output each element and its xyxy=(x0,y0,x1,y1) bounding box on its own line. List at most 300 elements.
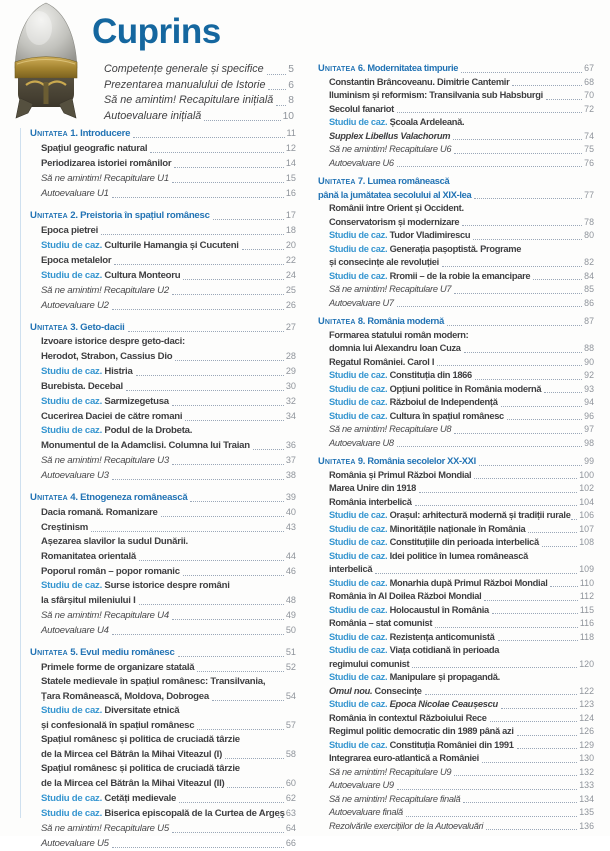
dotted-leader xyxy=(197,671,284,672)
dotted-leader xyxy=(490,721,578,722)
text-segment: Podul de la Drobeta. xyxy=(104,425,193,436)
entry-text xyxy=(41,733,240,747)
dotted-leader xyxy=(474,478,577,479)
case-study-prefix: Studiu de caz. xyxy=(41,793,105,804)
case-study-prefix: Studiu de caz. xyxy=(329,243,390,254)
dotted-leader xyxy=(435,627,578,628)
text-segment: Romanitatea orientală xyxy=(41,551,136,562)
text-segment: Marea Unire din 1918 xyxy=(329,483,417,493)
dotted-leader xyxy=(227,787,283,788)
text-segment: 7. Lumea românească xyxy=(355,176,450,186)
page-number: 52 xyxy=(285,662,296,672)
toc-entry xyxy=(318,496,594,510)
page-number: 132 xyxy=(579,766,594,777)
dotted-leader xyxy=(507,419,582,420)
dotted-leader xyxy=(517,735,578,736)
toc-unit-heading xyxy=(318,62,594,76)
page-number: 87 xyxy=(584,316,594,326)
entry-text xyxy=(41,719,194,733)
unit-label: Unitatea xyxy=(30,128,68,139)
dotted-leader xyxy=(128,331,284,332)
text-segment: Autoevaluare inițială xyxy=(104,109,202,122)
toc-entry xyxy=(30,660,296,675)
entry-text xyxy=(329,89,543,103)
entry-text xyxy=(41,299,109,313)
text-segment: Școala Ardeleană. xyxy=(389,117,465,127)
entry-text xyxy=(104,93,273,109)
text-segment: Periodizarea istoriei românilor xyxy=(41,158,172,169)
entry-text xyxy=(329,76,509,90)
toc-entry xyxy=(318,329,594,356)
toc-entry xyxy=(318,631,594,645)
page-number: 84 xyxy=(584,270,594,281)
text-segment: Cucerirea Daciei de către romani xyxy=(41,411,183,422)
page-number: 57 xyxy=(285,720,296,730)
entry-text xyxy=(41,187,109,201)
text-segment: Autoevaluare U2 xyxy=(41,300,109,311)
unit-label: Unitatea xyxy=(318,176,356,186)
case-study-prefix: Studiu de caz. xyxy=(41,705,105,716)
entry-text xyxy=(41,506,158,520)
entry-text xyxy=(329,577,547,591)
toc-entry xyxy=(30,579,296,608)
toc-entry xyxy=(318,779,594,793)
page-number: 20 xyxy=(285,240,296,250)
toc-column-right xyxy=(318,62,594,833)
page-number: 86 xyxy=(584,297,594,308)
toc-entry xyxy=(30,298,296,313)
case-study-prefix: Studiu de caz. xyxy=(329,370,390,380)
entry-text xyxy=(329,143,451,157)
dotted-leader xyxy=(454,775,577,776)
toc-entry xyxy=(318,820,594,834)
toc-entry xyxy=(318,157,594,171)
entry-text xyxy=(41,350,172,364)
entry-text xyxy=(329,157,394,171)
entry-text xyxy=(41,704,179,718)
page-number: 100 xyxy=(579,469,594,480)
entry-text xyxy=(329,437,394,451)
toc-entry xyxy=(318,577,594,591)
toc-entry xyxy=(30,335,296,364)
entry-text xyxy=(329,644,499,658)
entry-text xyxy=(104,62,264,78)
page-number: 12 xyxy=(285,143,296,153)
page-number: 104 xyxy=(579,496,594,507)
page-number: 32 xyxy=(285,396,296,406)
text-segment: Monumentul de la Adamclisi. Columna lui Traian xyxy=(41,440,250,451)
entry-text xyxy=(329,369,472,383)
entry-text xyxy=(41,521,88,535)
dotted-leader xyxy=(139,604,284,605)
entry-text xyxy=(41,594,136,608)
dotted-leader xyxy=(172,619,284,620)
page-number: 5 xyxy=(288,64,294,75)
entry-text xyxy=(318,175,449,189)
page-number: 97 xyxy=(584,424,594,434)
dotted-leader xyxy=(447,325,582,326)
text-segment: Conservatorism și modernizare xyxy=(329,216,460,227)
dotted-leader xyxy=(150,152,284,153)
page-number: 106 xyxy=(579,510,594,520)
page-number: 18 xyxy=(285,225,296,235)
italic-segment: Supplex Libellus Valachorum xyxy=(329,130,451,141)
text-segment: România în Al Doilea Război Mondial xyxy=(329,591,482,601)
case-study-prefix: Studiu de caz. xyxy=(329,631,390,642)
toc-entry xyxy=(318,423,594,437)
text-segment: Autoevaluare U5 xyxy=(41,838,109,849)
case-study-prefix: Studiu de caz. xyxy=(329,523,390,534)
page-number: 76 xyxy=(584,157,594,168)
text-segment: Spațiul geografic natural xyxy=(41,143,148,154)
entry-text xyxy=(329,779,394,793)
entry-text xyxy=(41,550,136,564)
entry-text xyxy=(329,243,521,257)
case-study-prefix: Studiu de caz. xyxy=(41,808,105,819)
toc-entry xyxy=(30,238,296,253)
dotted-leader xyxy=(213,219,284,220)
case-study-prefix: Studiu de caz. xyxy=(329,739,390,750)
page-number: 10 xyxy=(282,110,294,122)
entry-text xyxy=(329,423,451,437)
text-segment: 1. Introducere xyxy=(67,128,131,139)
entry-text xyxy=(41,675,265,689)
text-segment: 9. România secolelor XX-XXI xyxy=(355,456,476,466)
case-study-prefix: Studiu de caz. xyxy=(329,550,390,561)
page-number: 16 xyxy=(285,188,296,198)
entry-text xyxy=(41,284,169,298)
text-segment: Constantin Brâncoveanu. Dimitrie Cantemir xyxy=(329,76,510,87)
dotted-leader xyxy=(498,640,578,641)
page-number: 118 xyxy=(579,631,594,642)
page-number: 44 xyxy=(285,551,296,561)
unit-label: Unitatea xyxy=(30,322,68,333)
dotted-leader xyxy=(415,505,578,506)
text-segment: Să ne amintim! Recapitulare U7 xyxy=(329,284,452,294)
page-number: 40 xyxy=(285,507,296,517)
toc-entry xyxy=(30,791,296,806)
entry-text xyxy=(41,172,169,186)
toc-entry xyxy=(318,116,594,143)
toc-entry xyxy=(318,698,594,712)
page-number: 15 xyxy=(285,173,296,183)
page-edge-line xyxy=(20,128,21,818)
text-segment: Cultura în spațiul românesc xyxy=(389,410,504,421)
toc-entry xyxy=(318,437,594,451)
dotted-leader xyxy=(550,586,577,587)
italic-segment: Omul nou. xyxy=(329,685,373,696)
entry-text xyxy=(30,321,125,335)
dotted-leader xyxy=(528,532,577,533)
entry-text xyxy=(41,837,109,851)
text-segment: Secolul fanariot xyxy=(329,103,394,114)
dotted-leader xyxy=(454,153,582,154)
text-segment: Izvoare istorice despre geto-daci: xyxy=(41,336,185,347)
entry-text xyxy=(329,297,394,311)
dotted-leader xyxy=(112,634,284,635)
dotted-leader xyxy=(542,546,577,547)
page-number: 90 xyxy=(584,356,594,367)
entry-text xyxy=(41,424,192,438)
text-segment: Constituția României din 1991 xyxy=(389,739,514,750)
entry-text xyxy=(329,283,451,297)
case-study-prefix: Studiu de caz. xyxy=(41,366,105,377)
dotted-leader xyxy=(517,748,578,749)
entry-text xyxy=(329,229,470,243)
toc-entry xyxy=(30,171,296,186)
toc-entry xyxy=(318,270,594,284)
entry-text xyxy=(41,748,222,762)
text-segment: de la Mircea cel Bătrân la Mihai Viteazul (II) xyxy=(41,778,225,789)
text-segment: Diversitate etnică xyxy=(104,705,180,716)
entry-text xyxy=(329,216,459,230)
entry-text xyxy=(41,269,180,283)
page-number: 39 xyxy=(285,492,296,502)
text-segment: Epoca metalelor xyxy=(41,255,112,266)
unit-label: Unitatea xyxy=(30,647,68,658)
text-segment: 5. Evul mediu românesc xyxy=(67,647,175,658)
text-segment: Epoca pietrei xyxy=(41,225,98,236)
toc-entry xyxy=(318,617,594,631)
text-segment: Să ne amintim! Recapitulare U4 xyxy=(41,610,169,621)
toc-entry xyxy=(30,186,296,201)
dotted-leader xyxy=(133,137,284,138)
text-segment: Dacia romană. Romanizare xyxy=(41,507,158,518)
case-study-prefix: Studiu de caz. xyxy=(329,645,390,655)
dotted-leader xyxy=(425,694,578,695)
page-number: 27 xyxy=(285,322,296,332)
page-number: 24 xyxy=(285,270,296,280)
toc-entry xyxy=(30,394,296,409)
text-segment: Românii între Orient și Occident. xyxy=(329,203,464,213)
dotted-leader xyxy=(183,279,283,280)
dotted-leader xyxy=(179,802,284,803)
text-segment: domnia lui Alexandru Ioan Cuza xyxy=(329,343,461,353)
toc-entry xyxy=(318,712,594,726)
text-segment: Idei politice în lumea românească xyxy=(389,550,528,561)
toc-unit-heading xyxy=(30,490,296,505)
text-segment: Viața cotidiană în perioada xyxy=(389,645,500,655)
text-segment: Formarea statului român modern: xyxy=(329,329,469,340)
page-number: 46 xyxy=(285,566,296,576)
toc-entry xyxy=(30,623,296,638)
case-study-prefix: Studiu de caz. xyxy=(41,240,105,251)
entry-text xyxy=(329,793,460,807)
entry-text xyxy=(329,658,409,672)
page-number: 49 xyxy=(285,610,296,620)
dotted-leader xyxy=(475,379,582,380)
dotted-leader xyxy=(136,375,284,376)
page-number: 92 xyxy=(584,370,594,380)
unit-label: Unitatea xyxy=(318,456,356,466)
unit-label: Unitatea xyxy=(318,63,356,73)
dotted-leader xyxy=(172,405,284,406)
toc-entry xyxy=(30,762,296,791)
toc-entry xyxy=(318,383,594,397)
text-segment: Regimul politic democratic din 1989 până azi xyxy=(329,726,514,736)
dotted-leader xyxy=(571,519,577,520)
entry-text xyxy=(329,130,450,144)
toc-entry xyxy=(318,644,594,671)
page-number: 77 xyxy=(584,189,594,200)
page-number: 54 xyxy=(285,691,296,701)
entry-text xyxy=(329,698,498,712)
text-segment: Războiul de Independență xyxy=(389,397,498,407)
text-segment: Să ne amintim! Recapitulare U2 xyxy=(41,285,169,296)
text-segment: Autoevaluare U7 xyxy=(329,297,394,308)
text-segment: 6. Modernitatea timpurie xyxy=(355,63,459,73)
dotted-leader xyxy=(139,560,284,561)
dotted-leader xyxy=(473,239,582,240)
toc-entry xyxy=(318,297,594,311)
dotted-leader xyxy=(183,575,284,576)
toc-entry xyxy=(30,453,296,468)
page-number: 30 xyxy=(285,381,296,391)
entry-text xyxy=(329,604,489,618)
text-segment: Monarhia după Primul Război Mondial xyxy=(389,577,548,588)
entry-text xyxy=(329,590,481,604)
page-number: 136 xyxy=(579,820,594,831)
toc-entry xyxy=(30,468,296,483)
text-segment: 2. Preistoria în spațiul românesc xyxy=(67,210,210,221)
entry-text xyxy=(329,550,528,564)
entry-text xyxy=(329,523,525,537)
dotted-leader xyxy=(91,531,284,532)
text-segment: Iluminism și reformism: Transilvania sub Habsburgi xyxy=(329,90,543,100)
toc-entry xyxy=(318,550,594,577)
dotted-leader xyxy=(406,816,577,817)
text-segment: Consecințe xyxy=(372,685,422,696)
page-number: 17 xyxy=(285,210,296,220)
entry-text xyxy=(41,142,147,156)
case-study-prefix: Studiu de caz. xyxy=(329,230,390,240)
dotted-leader xyxy=(484,600,578,601)
toc-entry xyxy=(318,671,594,698)
entry-text xyxy=(329,725,514,739)
dotted-leader xyxy=(197,729,284,730)
dotted-leader xyxy=(486,829,577,830)
dotted-leader xyxy=(419,492,577,493)
toc-entry xyxy=(30,675,296,704)
text-segment: Creștinism xyxy=(41,522,89,533)
page-number: 22 xyxy=(285,255,296,265)
text-segment: Rezistența anticomunistă xyxy=(389,631,495,642)
page-number: 74 xyxy=(584,130,594,141)
dotted-leader xyxy=(185,420,284,421)
text-segment: Minoritățile naționale în România xyxy=(389,523,526,534)
entry-text xyxy=(329,806,403,820)
entry-text xyxy=(41,609,169,623)
text-segment: Sarmizegetusa xyxy=(104,396,169,407)
entry-text xyxy=(329,739,514,753)
toc-entry xyxy=(30,608,296,623)
text-segment: Să ne amintim! Recapitulare inițială xyxy=(104,94,274,106)
page-number: 99 xyxy=(584,456,594,466)
toc-entry xyxy=(318,410,594,424)
dotted-leader xyxy=(253,449,284,450)
entry-text xyxy=(41,224,98,238)
dotted-leader xyxy=(161,516,284,517)
page-number: 82 xyxy=(584,257,594,267)
toc-entry xyxy=(30,733,296,762)
page-number: 130 xyxy=(579,753,594,763)
text-segment: Primele forme de organizare statală xyxy=(41,662,195,673)
page-number: 134 xyxy=(579,793,594,804)
dotted-leader xyxy=(112,479,284,480)
dotted-leader xyxy=(397,306,582,307)
text-segment: Cultura Monteoru xyxy=(104,270,181,281)
case-study-prefix: Studiu de caz. xyxy=(41,270,105,281)
page-number: 68 xyxy=(584,76,594,87)
toc-entry xyxy=(318,243,594,270)
toc-entry xyxy=(318,103,594,117)
text-segment: 4. Etnogeneza românească xyxy=(67,492,188,503)
text-segment: Orașul: arhitectură modernă și tradiții rurale xyxy=(389,510,571,520)
dotted-leader xyxy=(126,390,284,391)
case-study-prefix: Studiu de caz. xyxy=(329,410,390,421)
entry-text xyxy=(329,383,541,397)
toc-entry xyxy=(318,725,594,739)
toc-entry xyxy=(318,752,594,766)
entry-text xyxy=(329,617,432,631)
page-number: 109 xyxy=(579,564,594,574)
case-study-prefix: Studiu de caz. xyxy=(41,580,105,591)
page-number: 102 xyxy=(579,483,594,493)
text-segment: Statele medievale în spațiul românesc: Transilvania, xyxy=(41,676,266,687)
text-segment: Rezolvările exercițiilor de la Autoevaluări xyxy=(329,820,484,831)
text-segment: Generația pașoptistă. Programe xyxy=(389,243,522,254)
case-study-prefix: Studiu de caz. xyxy=(329,537,390,547)
entry-text xyxy=(41,454,169,468)
entry-text xyxy=(329,820,483,834)
page-number: 36 xyxy=(285,440,296,450)
dotted-leader xyxy=(501,406,583,407)
case-study-prefix: Studiu de caz. xyxy=(41,425,105,436)
text-segment: România – stat comunist xyxy=(329,618,433,628)
dotted-leader xyxy=(190,501,283,502)
entry-text xyxy=(30,209,210,223)
dotted-leader xyxy=(544,392,582,393)
page-number: 112 xyxy=(579,591,594,601)
toc-entry xyxy=(30,141,296,156)
page-number: 34 xyxy=(285,411,296,421)
page-number: 135 xyxy=(579,807,594,817)
dotted-leader xyxy=(437,365,582,366)
dotted-leader xyxy=(172,832,284,833)
dotted-leader xyxy=(276,105,286,106)
entry-text xyxy=(104,78,265,94)
dotted-leader xyxy=(267,74,287,75)
entry-text xyxy=(329,116,464,130)
entry-text xyxy=(329,103,394,117)
text-segment: Constituțiile din perioada interbelică xyxy=(389,537,539,547)
text-segment: Autoevaluare U6 xyxy=(329,157,394,168)
text-segment: regimului comunist xyxy=(329,658,410,669)
toc-entry xyxy=(318,590,594,604)
dotted-leader xyxy=(454,433,582,434)
page-title: Cuprins xyxy=(92,12,221,51)
unit-label: Unitatea xyxy=(30,492,68,503)
entry-text xyxy=(329,469,471,483)
text-segment: Autoevaluare U4 xyxy=(41,625,109,636)
text-segment: Autoevaluare U1 xyxy=(41,188,109,199)
entry-text xyxy=(329,356,434,370)
entry-text xyxy=(41,762,240,776)
entry-text xyxy=(329,712,487,726)
toc-entry xyxy=(318,523,594,537)
text-segment: Țara Românească, Moldova, Dobrogea xyxy=(41,691,209,702)
text-segment: 3. Geto-dacii xyxy=(67,322,125,333)
